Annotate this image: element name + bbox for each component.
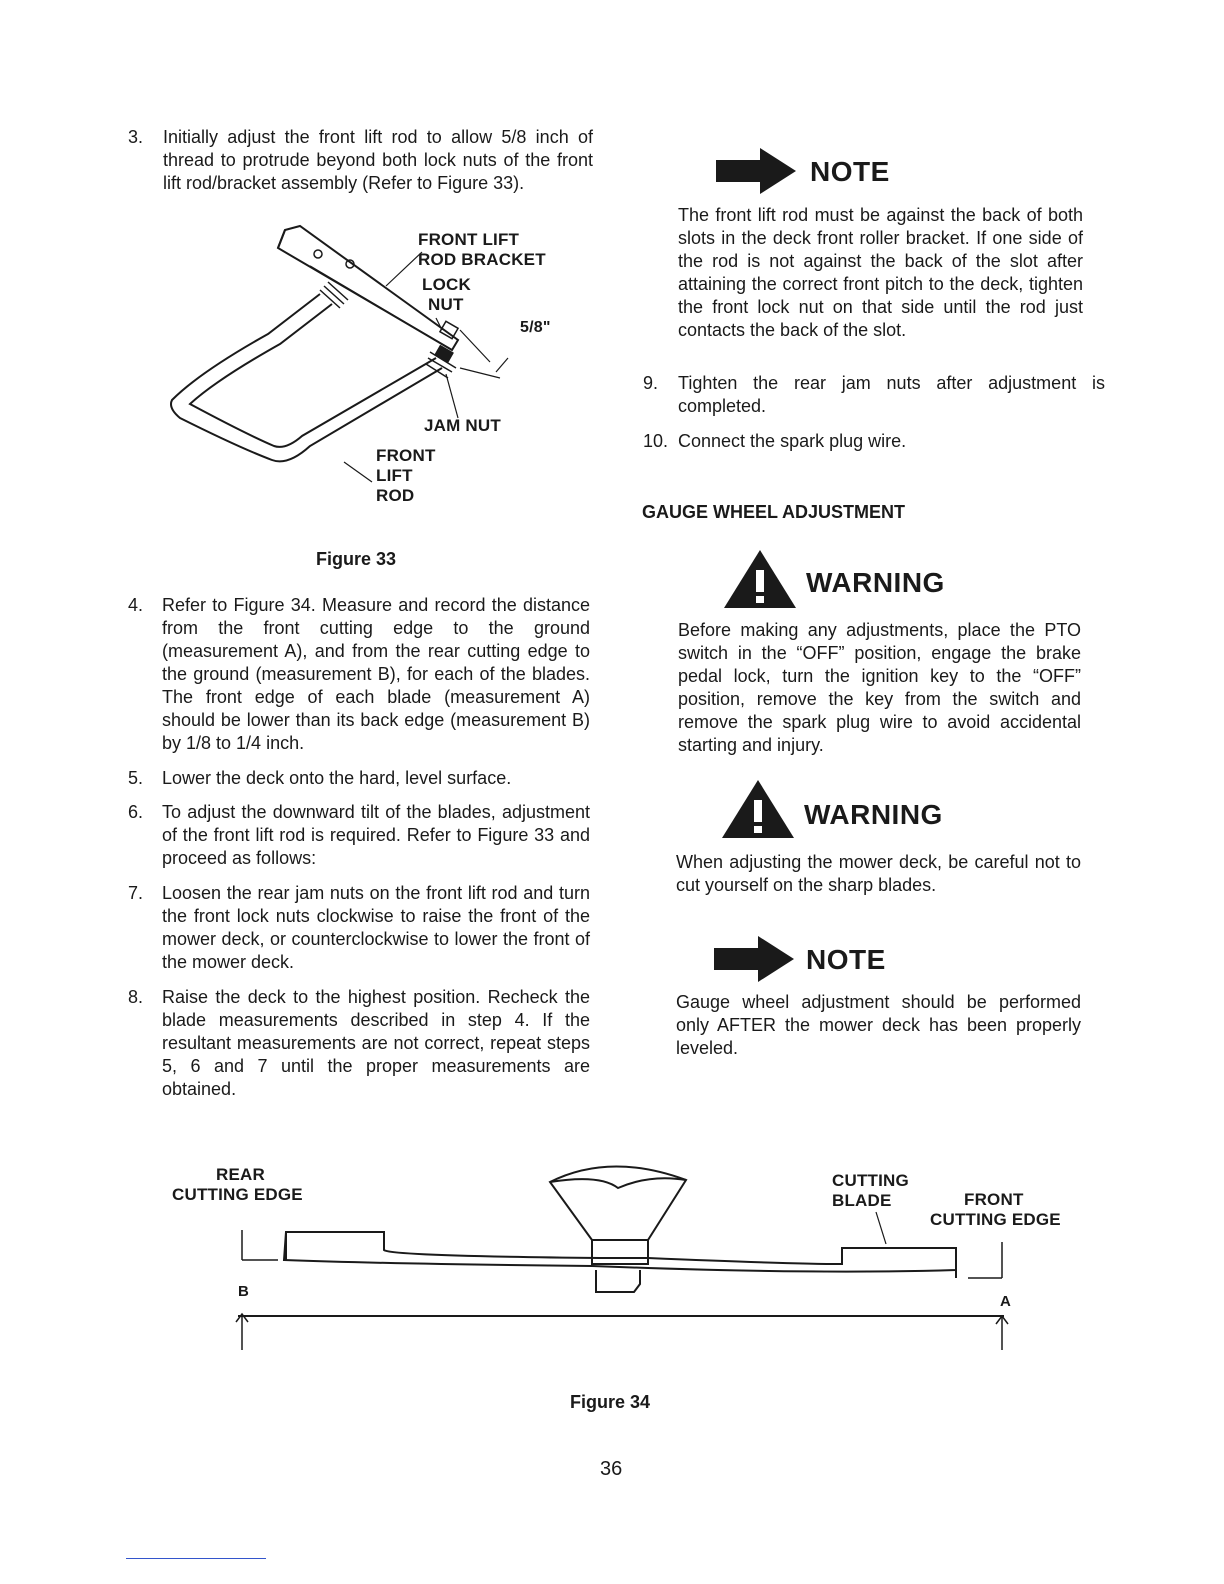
label-cutting-blade: CUTTING BLADE <box>832 1171 909 1210</box>
label-five-eighths: 5/8" <box>520 319 551 336</box>
step-number: 5. <box>128 768 144 788</box>
step-number: 8. <box>128 987 144 1007</box>
step-text: Raise the deck to the highest position. Recheck the blade measurements described in step 4. If the resultant measurements are not correct, repeat steps 5, 6 and 7 until the proper measurements are obtained. <box>162 987 590 1099</box>
label-front-cutting-edge: FRONT CUTTING EDGE <box>930 1190 1061 1229</box>
label-front-lift-rod-bracket: FRONT LIFT ROD BRACKET <box>418 230 546 269</box>
step-number: 7. <box>128 883 144 903</box>
step-text: Connect the spark plug wire. <box>678 431 907 451</box>
warning-title: WARNING <box>806 567 945 598</box>
step-text: Tighten the rear jam nuts after adjustment is completed. <box>678 373 1105 416</box>
step-text: Initially adjust the front lift rod to allow 5/8 inch of thread to protrude beyond both lock nuts of the front lift rod/bracket assembly (Refer to Figure 33). <box>163 127 593 193</box>
step-number: 4. <box>128 595 144 615</box>
note-title: NOTE <box>810 156 890 187</box>
label-front-lift-rod: FRONT LIFT ROD <box>376 446 436 505</box>
note-title: NOTE <box>806 944 886 975</box>
step-number: 9. <box>643 373 659 393</box>
note-1-text: The front lift rod must be against the back of both slots in the deck front roller bracket. If one side of the rod is not against the back of the slot after attaining the correct front pitch to the deck, tighten the front lock nut on that side until the rod just contacts the back of the slot. <box>678 205 1083 340</box>
arrow-right-icon <box>714 936 796 982</box>
warning-triangle-icon <box>722 780 794 838</box>
section-heading-gauge-wheel: GAUGE WHEEL ADJUSTMENT <box>642 502 906 522</box>
label-rear-cutting-edge: REAR CUTTING EDGE <box>172 1165 303 1204</box>
figure-33-caption: Figure 33 <box>316 549 397 569</box>
step-text: Lower the deck onto the hard, level surface. <box>162 768 512 788</box>
warning-triangle-icon <box>724 550 796 608</box>
figure-34-caption: Figure 34 <box>570 1392 651 1412</box>
footer-rule <box>126 1558 266 1559</box>
warning-1-text: Before making any adjustments, place the PTO switch in the “OFF” position, engage the brake pedal lock, turn the ignition key to the “OFF” position, remove the key from the switch and remove the spark plug wire to avoid accidental starting and injury. <box>678 620 1081 755</box>
note-2-text: Gauge wheel adjustment should be performed only AFTER the mower deck has been properly leveled. <box>676 992 1081 1058</box>
step-text: To adjust the downward tilt of the blades, adjustment of the front lift rod is required. Refer to Figure 33 and proceed as follows: <box>162 802 590 868</box>
warning-2-text: When adjusting the mower deck, be careful not to cut yourself on the sharp blades. <box>676 852 1081 895</box>
warning-title: WARNING <box>804 799 943 830</box>
step-number: 6. <box>128 802 144 822</box>
label-measurement-a: A <box>1000 1293 1012 1310</box>
arrow-right-icon <box>716 148 798 194</box>
step-text: Loosen the rear jam nuts on the front lift rod and turn the front lock nuts clockwise to raise the front of the mower deck, or counterclockwise to lower the front of the mower deck. <box>162 883 590 972</box>
label-measurement-b: B <box>238 1283 250 1300</box>
page-number: 36 <box>600 1458 623 1480</box>
step-number: 3. <box>128 127 144 147</box>
step-number: 10. <box>643 431 669 451</box>
step-text: Refer to Figure 34. Measure and record the distance from the front cutting edge to the ground (measurement A), and from the rear cutting edge to the ground (measurement B), for each of the blades. The front edge of each blade (measurement A) should be lower than its back edge (measurement B) by 1/8 to 1/4 inch. <box>162 595 590 753</box>
label-jam-nut: JAM NUT <box>424 416 501 435</box>
label-lock-nut: LOCK NUT <box>422 275 471 314</box>
